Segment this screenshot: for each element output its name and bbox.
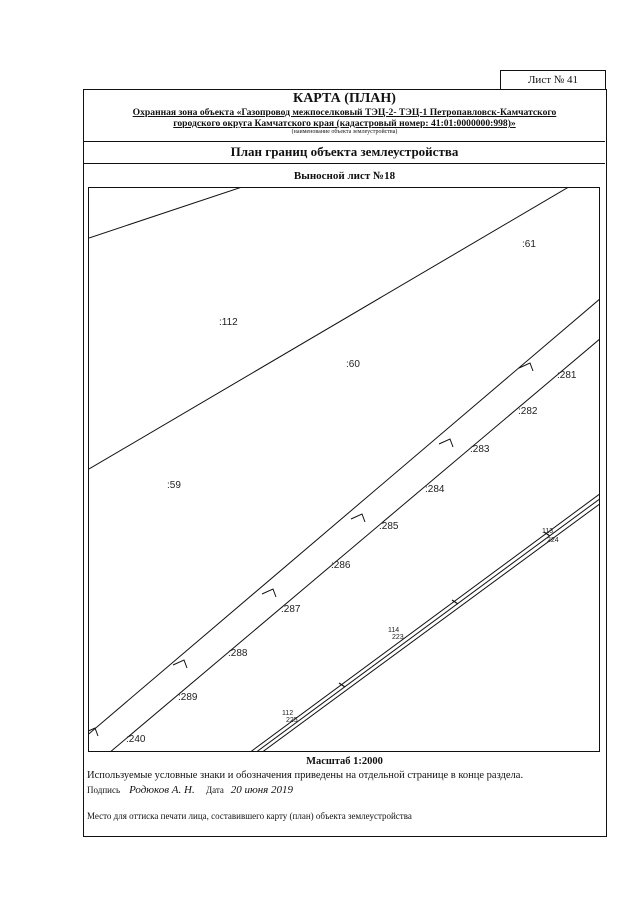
pipeline-point-label: 223: [392, 634, 404, 641]
plan-title: План границ объекта землеустройства: [84, 141, 605, 164]
point-label: :283: [470, 444, 490, 455]
parcel-label: :112: [219, 317, 238, 328]
point-label: :287: [281, 604, 301, 615]
point-label: :240: [126, 734, 146, 745]
parcel-label: :60: [346, 359, 360, 370]
object-name-line-1: Охранная зона объекта «Газопровод межпоселковый ТЭЦ-2- ТЭЦ-1 Петропавловск-Камчатского: [132, 107, 557, 118]
parcel-label: :59: [167, 480, 181, 491]
pipeline-point-label: 112: [282, 710, 294, 717]
map-scale: Масштаб 1:2000: [306, 756, 383, 767]
map-drawing: [88, 187, 600, 752]
date-label: Дата: [205, 785, 224, 795]
map-svg: [89, 188, 600, 752]
boundary-notch: [262, 589, 276, 597]
point-label: :289: [178, 692, 198, 703]
point-label: :285: [379, 521, 399, 532]
zone-boundary-line: [109, 338, 600, 752]
pipeline-point-label: 224: [547, 537, 559, 544]
document-frame: [83, 89, 607, 837]
parcel-boundary-line: [89, 188, 600, 469]
point-label: :288: [228, 648, 248, 659]
zone-boundary-line: [89, 298, 600, 738]
point-label: :286: [331, 560, 351, 571]
sheet-number: Лист № 41: [500, 70, 606, 90]
object-name-caption: (наименование объекта землеустройства): [291, 129, 398, 135]
signature-date: 20 июня 2019: [230, 784, 294, 796]
boundary-notch: [351, 514, 365, 522]
boundary-notch: [439, 439, 453, 447]
pipeline-point-label: 114: [388, 627, 400, 634]
stamp-note: Место для оттиска печати лица, составившего карту (план) объекта землеустройства: [87, 811, 412, 821]
point-label: :284: [425, 484, 445, 495]
object-name-line-2: городского округа Камчатского края (кадастровый номер: 41:01:0000000:998)»: [173, 118, 516, 129]
signature-row: [87, 784, 293, 796]
boundary-notch: [173, 660, 187, 668]
sheet-title: Выносной лист №18: [293, 170, 396, 182]
boundary-notch: [519, 363, 533, 371]
pipeline-point-label: 113: [542, 528, 554, 535]
signature-name: Родюков А. Н.: [129, 784, 195, 796]
document-title: КАРТА (ПЛАН): [293, 91, 396, 106]
parcel-label: :61: [522, 239, 536, 250]
signature-label: Подпись: [87, 785, 121, 795]
parcel-boundary-line: [89, 188, 269, 238]
pipeline-point-label: 225: [286, 717, 298, 724]
legend-note: Используемые условные знаки и обозначения приведены на отдельной странице в конце раздела.: [87, 770, 524, 781]
point-label: :282: [518, 406, 538, 417]
point-label: :281: [557, 370, 577, 381]
document-header: [84, 90, 605, 142]
